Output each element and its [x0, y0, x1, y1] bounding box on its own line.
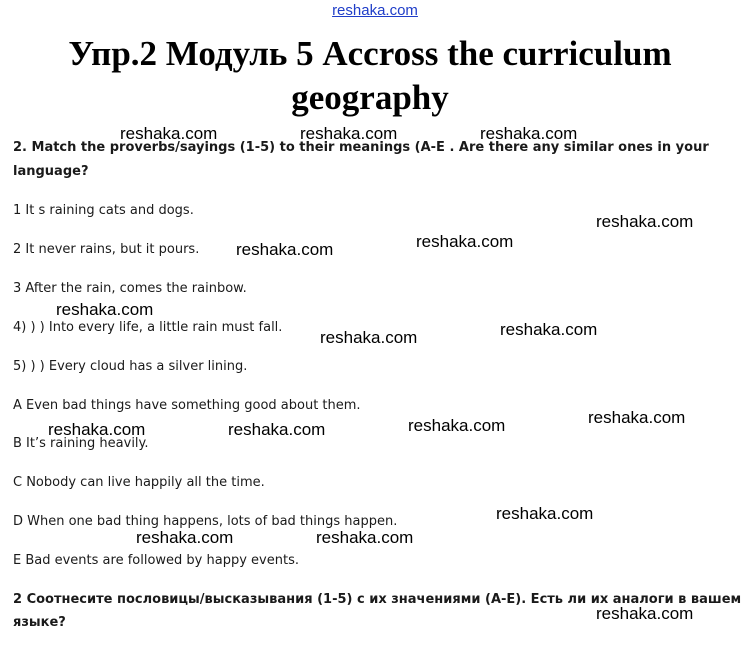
meaning-b: B It’s raining heavily. — [13, 436, 149, 451]
watermark: reshaka.com — [408, 416, 506, 435]
watermark: reshaka.com — [480, 124, 578, 143]
site-link[interactable]: reshaka.com — [332, 2, 418, 19]
watermark: reshaka.com — [500, 320, 598, 339]
proverb-2: 2 It never rains, but it pours. — [13, 242, 200, 257]
watermark: reshaka.com — [496, 504, 594, 523]
watermark: reshaka.com — [588, 408, 686, 427]
proverb-1: 1 It s raining cats and dogs. — [13, 203, 194, 218]
meaning-c: C Nobody can live happily all the time. — [13, 475, 265, 490]
proverb-4: 4) ) ) Into every life, a little rain must fall. — [13, 320, 283, 335]
task-instruction-en-line-1: 2. Match the proverbs/sayings (1-5) to their meanings (A-E . Are there any similar ones in your — [13, 140, 709, 155]
watermark: reshaka.com — [236, 240, 334, 259]
meaning-d: D When one bad thing happens, lots of bad things happen. — [13, 514, 398, 529]
watermark: reshaka.com — [416, 232, 514, 251]
page-title-line-2: geography — [291, 78, 449, 117]
watermark: reshaka.com — [48, 420, 146, 439]
watermark: reshaka.com — [56, 300, 154, 319]
task-instruction-ru-line-1: 2 Соотнесите пословицы/высказывания (1-5) с их значениями (A-E). Есть ли их аналоги в вашем — [13, 592, 742, 607]
task-instruction-ru-line-2: языке? — [13, 615, 66, 630]
proverb-5: 5) ) ) Every cloud has a silver lining. — [13, 359, 248, 374]
watermark: reshaka.com — [596, 604, 694, 623]
task-instruction-en-line-2: language? — [13, 164, 89, 179]
meaning-e: E Bad events are followed by happy events. — [13, 553, 299, 568]
watermark: reshaka.com — [136, 528, 234, 547]
meaning-a: A Even bad things have something good about them. — [13, 398, 361, 413]
watermark: reshaka.com — [300, 124, 398, 143]
watermark: reshaka.com — [228, 420, 326, 439]
watermark: reshaka.com — [120, 124, 218, 143]
watermark: reshaka.com — [320, 328, 418, 347]
watermark: reshaka.com — [596, 212, 694, 231]
watermark: reshaka.com — [316, 528, 414, 547]
page-title-line-1: Упр.2 Модуль 5 Accross the curriculum — [68, 34, 672, 73]
proverb-3: 3 After the rain, comes the rainbow. — [13, 281, 247, 296]
